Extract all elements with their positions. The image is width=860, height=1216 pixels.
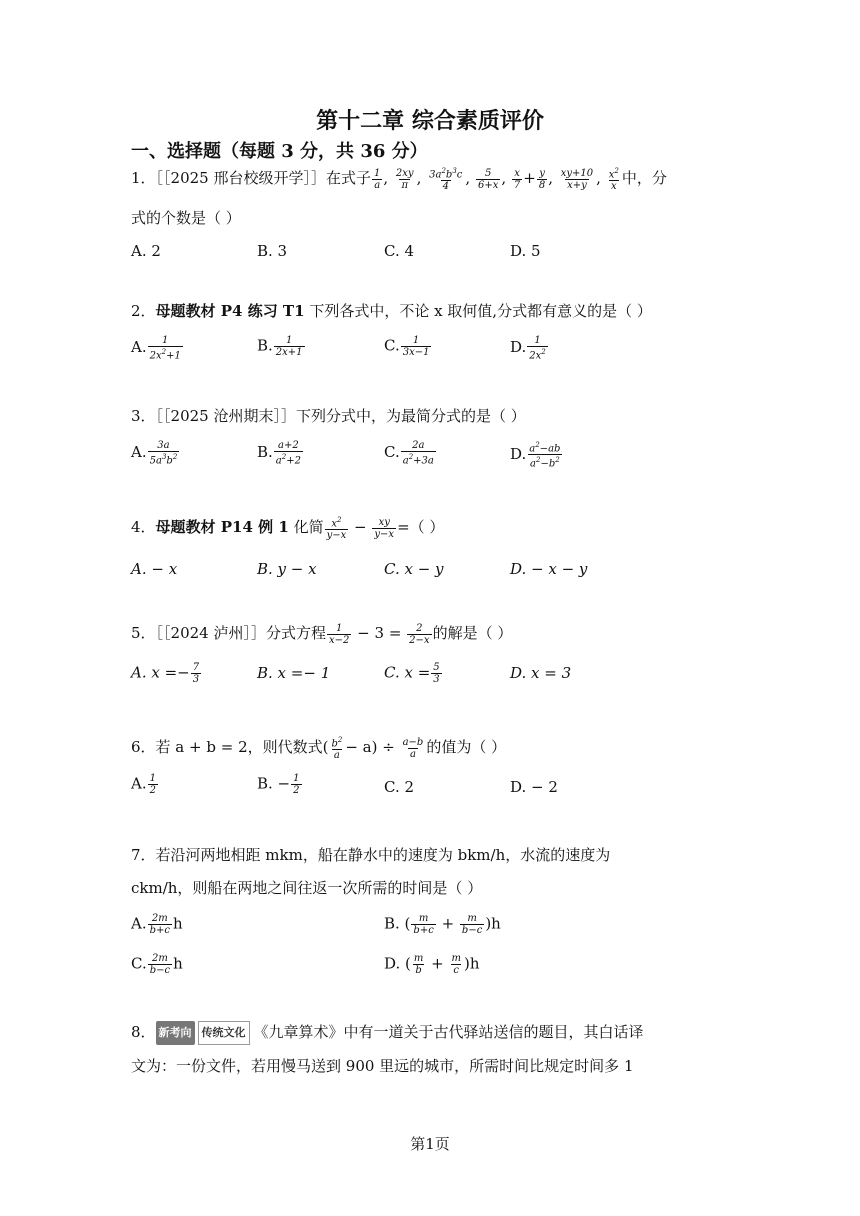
- q5-option-b: B. x =− 1: [257, 664, 331, 682]
- q8-line2: 文为：一份文件，若用慢马送到 900 里远的城市，所需时间比规定时间多 1: [131, 1057, 634, 1075]
- q3-option-d: D. $\frac{a^2-ab}{a^2-b^2}$: [510, 441, 561, 470]
- q8-line1: 《九章算术》中有一道关于古代驿站送信的题目，其白话译: [253, 1023, 644, 1041]
- page-number: 第1页: [410, 1135, 450, 1153]
- q2-option-b: B. $\frac{1}{2x+1}$: [257, 335, 303, 358]
- q5-option-a: A. x =− $\frac{7}{3}$: [131, 662, 200, 685]
- q4-equals: =（ ）: [397, 518, 445, 537]
- q6-option-a: A. $\frac{1}{2}$: [131, 773, 156, 796]
- q4-source: 母题教材 P14 例 1: [155, 518, 289, 537]
- q4-number: 4．: [131, 518, 156, 537]
- q1-prefix: 1．［［2025 邢台校级开学］］在式子: [131, 169, 371, 188]
- q4-option-a: A. − x: [131, 560, 178, 578]
- question-3: 3．［［2025 沧州期末］］下列分式中，为最简分式的是（ ）: [131, 407, 526, 425]
- q7-option-c: C. $\frac{2m}{b-c}$ h: [131, 953, 183, 976]
- q5-option-d: D. x = 3: [510, 664, 572, 682]
- q5-option-c: C. x = $\frac{5}{3}$: [384, 662, 440, 685]
- q2-option-d: D. $\frac{1}{2x^2}$: [510, 335, 546, 362]
- q6-option-b: B. − $\frac{1}{2}$: [257, 773, 300, 796]
- q2-option-a: A. $\frac{1}{2x^2+1}$: [131, 335, 181, 362]
- q1-suffix: 中，分: [621, 169, 667, 188]
- question-1: 1．［［2025 邢台校级开学］］在式子 $\frac{1}{a}$ , $\frac{2xy}{\pi}$ , $\frac{3a^2b^3c}{4}$ , $\frac{5}{6+x}$ , $\frac{x}{7}$ + $\frac{y}{8}$ , $\frac{xy+10}{x+y}$ , $\frac{x^2}{x}$ 中，分: [131, 167, 667, 193]
- tag-new-direction: 新考向: [156, 1021, 195, 1045]
- q4-option-c: C. x − y: [384, 560, 444, 578]
- question-6: 6．若 a + b = 2，则代数式( $\frac{b^2}{a}$ − a) ÷ $\frac{a-b}{a}$ 的值为（ ）: [131, 736, 507, 762]
- q7-option-b: B. ( $\frac{m}{b+c}$ + $\frac{m}{b-c}$ )h: [384, 913, 501, 936]
- q3-option-b: B. $\frac{a+2}{a^2+2}$: [257, 440, 301, 467]
- q1-line2: 式的个数是（ ）: [131, 209, 241, 227]
- q7-option-d: D. ( $\frac{m}{b}$ + $\frac{m}{c}$ )h: [384, 953, 480, 976]
- question-8: [131, 1021, 644, 1045]
- section-heading: 一、选择题（每题 3 分，共 36 分）: [131, 141, 428, 162]
- q5-suffix: 的解是（ ）: [432, 624, 513, 642]
- q4-option-d: D. − x − y: [510, 560, 588, 578]
- q4-text: 化简: [293, 518, 324, 537]
- q1-option-c: C. 4: [384, 242, 415, 260]
- question-7-line1: 7．若沿河两地相距 mkm，船在静水中的速度为 bkm/h，水流的速度为: [131, 846, 611, 864]
- q6-option-d: D. − 2: [510, 778, 558, 796]
- question-7-line2: ckm/h，则船在两地之间往返一次所需的时间是（ ）: [131, 879, 483, 897]
- question-2: [131, 300, 652, 322]
- q2-source: 母题教材 P4 练习 T1: [155, 302, 305, 320]
- q6-mid: − a) ÷: [345, 738, 395, 757]
- question-5: 5．［［2024 泸州］］分式方程 $\frac{1}{x-2}$ − 3 = $\frac{2}{2-x}$ 的解是（ ）: [131, 622, 513, 646]
- q2-text: 下列各式中，不论 x 取何值,分式都有意义的是（ ）: [309, 302, 652, 320]
- page-title: 第十二章 综合素质评价: [316, 108, 544, 134]
- q6-option-c: C. 2: [384, 778, 415, 796]
- q4-option-b: B. y − x: [257, 560, 317, 578]
- q1-option-b: B. 3: [257, 242, 288, 260]
- q2-number: 2．: [131, 302, 156, 320]
- q2-option-c: C. $\frac{1}{3x-1}$: [384, 335, 430, 358]
- tag-traditional-culture: 传统文化: [198, 1021, 250, 1045]
- q1-option-d: D. 5: [510, 242, 541, 260]
- q6-suffix: 的值为（ ）: [426, 738, 507, 757]
- q3-option-a: A. $\frac{3a}{5a^3b^2}$: [131, 440, 178, 467]
- q5-prefix: 5．［［2024 泸州］］分式方程: [131, 624, 326, 642]
- q1-option-a: A. 2: [131, 242, 161, 260]
- question-4: 4．母题教材 P14 例 1 化简 $\frac{x^2}{y-x}$ − $\frac{xy}{y-x}$ =（ ）: [131, 516, 445, 542]
- q6-prefix: 6．若 a + b = 2，则代数式(: [131, 738, 329, 757]
- q3-option-c: C. $\frac{2a}{a^2+3a}$: [384, 440, 434, 467]
- q8-number: 8．: [131, 1023, 156, 1041]
- q7-option-a: A. $\frac{2m}{b+c}$ h: [131, 913, 183, 936]
- q5-mid: − 3 =: [357, 624, 402, 642]
